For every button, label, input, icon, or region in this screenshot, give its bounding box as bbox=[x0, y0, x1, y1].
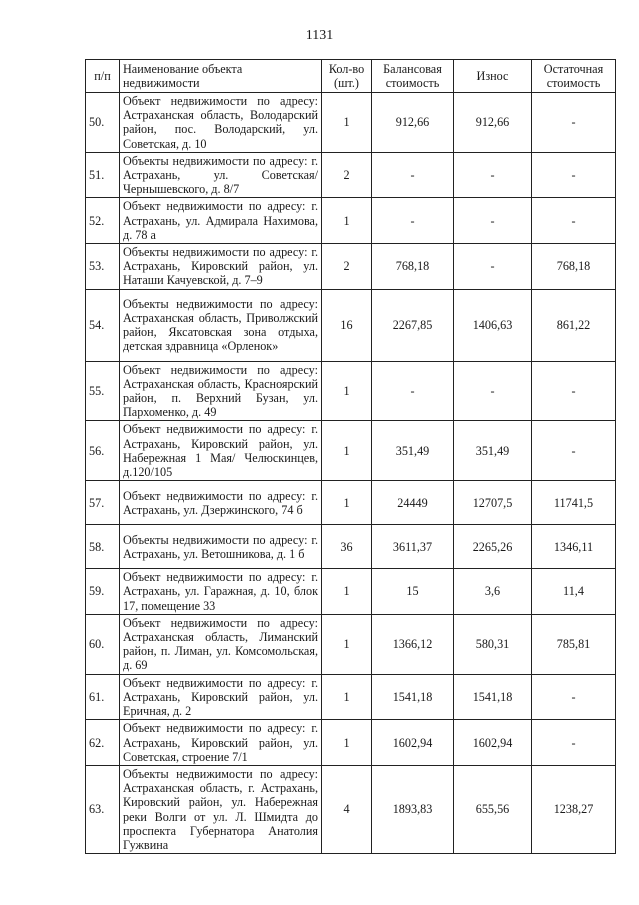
row-number: 57. bbox=[86, 481, 120, 525]
row-number: 53. bbox=[86, 244, 120, 290]
row-residual-value: 785,81 bbox=[532, 614, 616, 674]
table-row bbox=[86, 674, 616, 720]
property-table bbox=[85, 59, 616, 854]
row-number: 61. bbox=[86, 674, 120, 720]
row-quantity: 2 bbox=[322, 152, 372, 198]
row-number: 59. bbox=[86, 569, 120, 615]
row-object-name: Объект недвижимости по адресу: г. Астрахань, ул. Гаражная, д. 10, блок 17, помещение 33 bbox=[120, 569, 322, 615]
row-object-name: Объект недвижимости по адресу: г. Астрахань, Кировский район, ул. Еричная, д. 2 bbox=[120, 674, 322, 720]
row-wear: 1406,63 bbox=[454, 289, 532, 361]
row-wear: 655,56 bbox=[454, 765, 532, 853]
row-residual-value: - bbox=[532, 720, 616, 766]
row-object-name: Объект недвижимости по адресу: г. Астрахань, ул. Адмирала Нахимова, д. 78 а bbox=[120, 198, 322, 244]
row-residual-value: - bbox=[532, 421, 616, 481]
row-object-name: Объект недвижимости по адресу: г. Астрахань, ул. Дзержинского, 74 б bbox=[120, 481, 322, 525]
row-number: 55. bbox=[86, 361, 120, 421]
row-wear: - bbox=[454, 361, 532, 421]
row-wear: 3,6 bbox=[454, 569, 532, 615]
row-object-name: Объекты недвижимости по адресу: г. Астрахань, ул. Ветошникова, д. 1 б bbox=[120, 525, 322, 569]
row-quantity: 1 bbox=[322, 569, 372, 615]
row-wear: 1602,94 bbox=[454, 720, 532, 766]
table-row bbox=[86, 525, 616, 569]
row-quantity: 16 bbox=[322, 289, 372, 361]
row-number: 52. bbox=[86, 198, 120, 244]
row-wear: 12707,5 bbox=[454, 481, 532, 525]
row-balance-value: 1602,94 bbox=[372, 720, 454, 766]
row-object-name: Объекты недвижимости по адресу: г. Астрахань, Кировский район, ул. Наташи Качуевской, д. 7–9 bbox=[120, 244, 322, 290]
row-quantity: 4 bbox=[322, 765, 372, 853]
row-balance-value: 1893,83 bbox=[372, 765, 454, 853]
row-quantity: 1 bbox=[322, 198, 372, 244]
table-row bbox=[86, 289, 616, 361]
row-quantity: 1 bbox=[322, 93, 372, 153]
row-wear: 351,49 bbox=[454, 421, 532, 481]
row-wear: 580,31 bbox=[454, 614, 532, 674]
row-balance-value: - bbox=[372, 198, 454, 244]
table-row bbox=[86, 720, 616, 766]
row-object-name: Объект недвижимости по адресу: г. Астрахань, Кировский район, ул. Набережная 1 Мая/ Челюскинцев, д.120/105 bbox=[120, 421, 322, 481]
row-balance-value: - bbox=[372, 361, 454, 421]
row-wear: 2265,26 bbox=[454, 525, 532, 569]
row-object-name: Объект недвижимости по адресу: Астраханская область, Лиманский район, п. Лиман, ул. Комсомольская, д. 69 bbox=[120, 614, 322, 674]
row-object-name: Объект недвижимости по адресу: Астраханская область, Володарский район, пос. Володарский, ул. Советская, д. 10 bbox=[120, 93, 322, 153]
row-balance-value: 768,18 bbox=[372, 244, 454, 290]
row-residual-value: 861,22 bbox=[532, 289, 616, 361]
row-object-name: Объекты недвижимости по адресу: г. Астрахань, ул. Советская/ Чернышевского, д. 8/7 bbox=[120, 152, 322, 198]
table-row bbox=[86, 244, 616, 290]
row-wear: 912,66 bbox=[454, 93, 532, 153]
header-quantity: Кол-во (шт.) bbox=[322, 60, 372, 93]
table-row bbox=[86, 198, 616, 244]
header-object-name: Наименование объекта недвижимости bbox=[120, 60, 322, 93]
row-quantity: 36 bbox=[322, 525, 372, 569]
row-number: 62. bbox=[86, 720, 120, 766]
table-row bbox=[86, 614, 616, 674]
row-quantity: 1 bbox=[322, 614, 372, 674]
row-quantity: 1 bbox=[322, 421, 372, 481]
row-wear: - bbox=[454, 198, 532, 244]
row-quantity: 1 bbox=[322, 720, 372, 766]
row-balance-value: 912,66 bbox=[372, 93, 454, 153]
row-balance-value: 15 bbox=[372, 569, 454, 615]
row-residual-value: - bbox=[532, 361, 616, 421]
table-body bbox=[86, 93, 616, 854]
table-row bbox=[86, 481, 616, 525]
row-balance-value: - bbox=[372, 152, 454, 198]
row-balance-value: 1366,12 bbox=[372, 614, 454, 674]
row-object-name: Объекты недвижимости по адресу: Астраханская область, г. Астрахань, Кировский район, ул. Набережная реки Волги от ул. Л. Шмидта до проспекта Губернатора Анатолия Гужвина bbox=[120, 765, 322, 853]
row-residual-value: 11,4 bbox=[532, 569, 616, 615]
row-residual-value: 1346,11 bbox=[532, 525, 616, 569]
row-wear: - bbox=[454, 244, 532, 290]
row-residual-value: - bbox=[532, 152, 616, 198]
row-residual-value: 1238,27 bbox=[532, 765, 616, 853]
header-wear: Износ bbox=[454, 60, 532, 93]
row-balance-value: 1541,18 bbox=[372, 674, 454, 720]
row-number: 51. bbox=[86, 152, 120, 198]
table-row bbox=[86, 421, 616, 481]
row-residual-value: 11741,5 bbox=[532, 481, 616, 525]
row-wear: 1541,18 bbox=[454, 674, 532, 720]
row-balance-value: 3611,37 bbox=[372, 525, 454, 569]
row-balance-value: 24449 bbox=[372, 481, 454, 525]
row-object-name: Объекты недвижимости по адресу: Астраханская область, Приволжский район, Яксатовская зона отдыха, детская здравница «Орленок» bbox=[120, 289, 322, 361]
row-number: 50. bbox=[86, 93, 120, 153]
row-number: 56. bbox=[86, 421, 120, 481]
row-residual-value: - bbox=[532, 93, 616, 153]
row-wear: - bbox=[454, 152, 532, 198]
table-row bbox=[86, 765, 616, 853]
row-quantity: 1 bbox=[322, 674, 372, 720]
header-balance-value: Балансовая стоимость bbox=[372, 60, 454, 93]
row-number: 63. bbox=[86, 765, 120, 853]
row-residual-value: 768,18 bbox=[532, 244, 616, 290]
table-row bbox=[86, 361, 616, 421]
table-row bbox=[86, 93, 616, 153]
page-number: 1131 bbox=[305, 28, 334, 43]
row-residual-value: - bbox=[532, 198, 616, 244]
row-residual-value: - bbox=[532, 674, 616, 720]
row-number: 58. bbox=[86, 525, 120, 569]
table-row bbox=[86, 152, 616, 198]
row-quantity: 1 bbox=[322, 481, 372, 525]
row-balance-value: 2267,85 bbox=[372, 289, 454, 361]
row-object-name: Объект недвижимости по адресу: г. Астрахань, Кировский район, ул. Советская, строение 7/1 bbox=[120, 720, 322, 766]
row-number: 60. bbox=[86, 614, 120, 674]
table-header-row bbox=[86, 60, 616, 93]
header-number: п/п bbox=[86, 60, 120, 93]
row-object-name: Объект недвижимости по адресу: Астраханская область, Красноярский район, п. Верхний Бузан, ул. Пархоменко, д. 49 bbox=[120, 361, 322, 421]
header-residual-value: Остаточная стоимость bbox=[532, 60, 616, 93]
row-quantity: 1 bbox=[322, 361, 372, 421]
row-number: 54. bbox=[86, 289, 120, 361]
row-quantity: 2 bbox=[322, 244, 372, 290]
table-row bbox=[86, 569, 616, 615]
row-balance-value: 351,49 bbox=[372, 421, 454, 481]
